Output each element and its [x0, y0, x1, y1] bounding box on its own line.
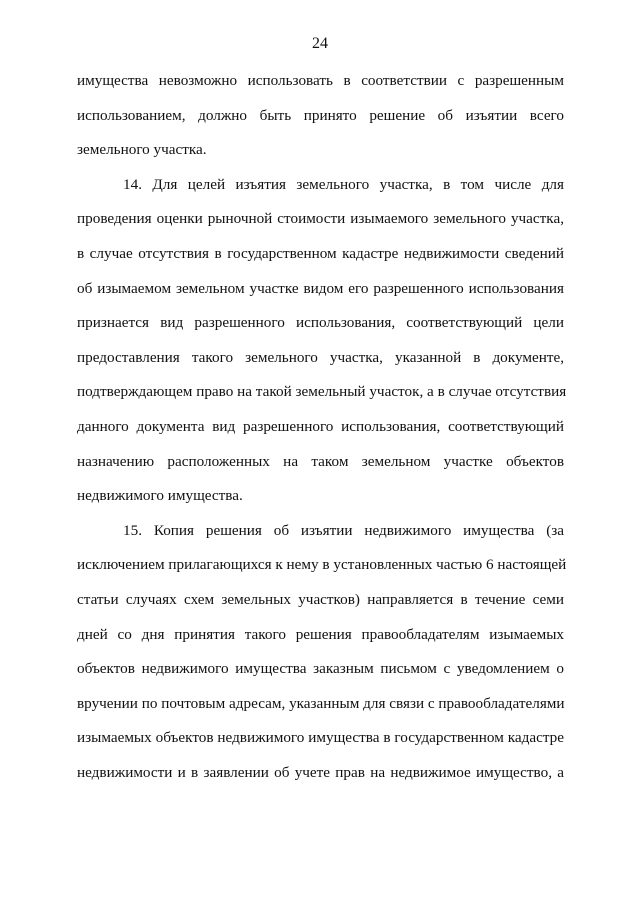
text-line: исключением прилагающихся к нему в установленных частью 6 настоящей	[77, 556, 567, 574]
paragraph-15	[77, 521, 567, 798]
text-line: использованием, должно быть принято решение об изъятии всего	[77, 106, 564, 124]
text-line: предоставления такого земельного участка, указанной в документе,	[77, 348, 564, 366]
text-line: назначению расположенных на таком земельном участке объектов	[77, 452, 564, 470]
text-line: земельного участка.	[77, 141, 207, 159]
text-line: вручении по почтовым адресам, указанным для связи с правообладателями	[77, 694, 565, 712]
text-line: 14. Для целей изъятия земельного участка, в том числе для	[123, 175, 564, 193]
text-line: проведения оценки рыночной стоимости изымаемого земельного участка,	[77, 210, 564, 228]
text-line: изымаемых объектов недвижимого имущества в государственном кадастре	[77, 729, 564, 747]
text-line: подтверждающем право на такой земельный участок, а в случае отсутствия	[77, 383, 567, 401]
text-line: объектов недвижимого имущества заказным письмом с уведомлением о	[77, 660, 564, 678]
text-line: в случае отсутствия в государственном кадастре недвижимости сведений	[77, 244, 564, 262]
text-line: об изымаемом земельном участке видом его разрешенного использования	[77, 279, 564, 297]
paragraph-14	[77, 175, 567, 521]
text-line: недвижимого имущества.	[77, 487, 243, 505]
text-line: данного документа вид разрешенного использования, соответствующий	[77, 417, 564, 435]
text-line: статьи случаях схем земельных участков) направляется в течение семи	[77, 590, 564, 608]
text-line: дней со дня принятия такого решения правообладателям изымаемых	[77, 625, 564, 643]
text-line: имущества невозможно использовать в соответствии с разрешенным	[77, 72, 564, 89]
text-line: признается вид разрешенного использования, соответствующий цели	[77, 314, 564, 332]
page-number: 24	[312, 35, 328, 52]
text-line: недвижимости и в заявлении об учете прав на недвижимое имущество, а	[77, 763, 564, 781]
body-text	[77, 71, 567, 797]
text-line: 15. Копия решения об изъятии недвижимого имущества (за	[123, 521, 564, 539]
paragraph-continued	[77, 71, 564, 175]
